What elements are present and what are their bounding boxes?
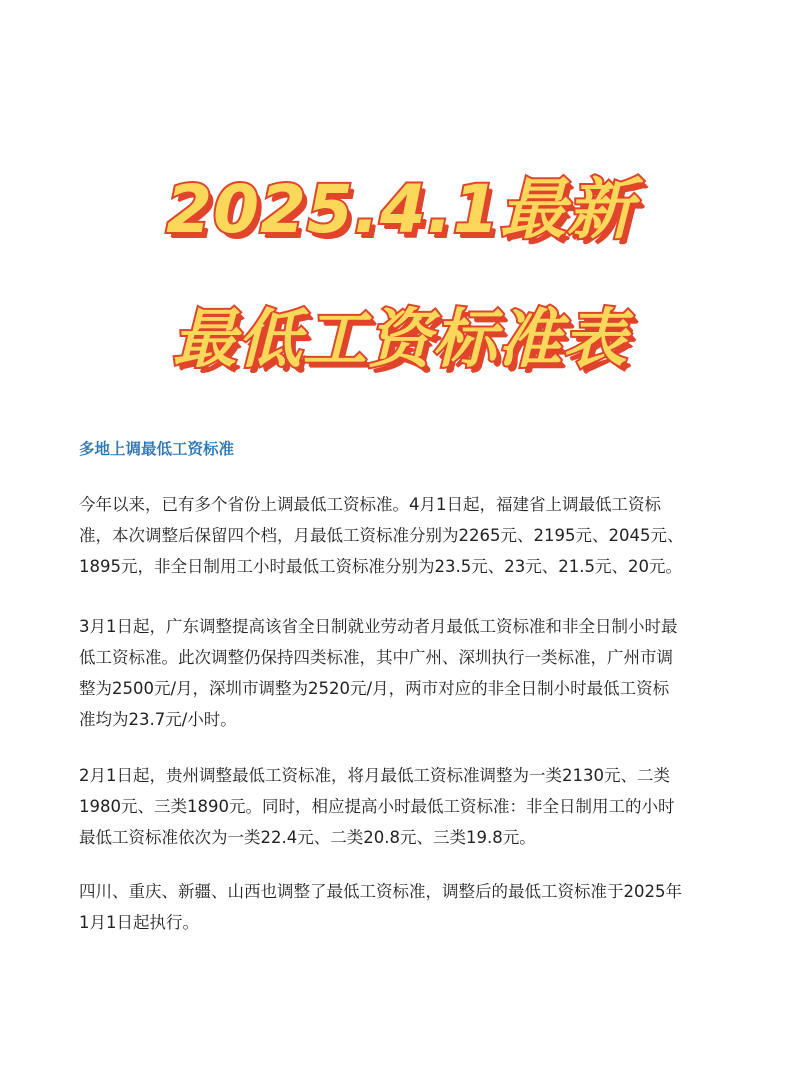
paragraph-line: 准，本次调整后保留四个档，月最低工资标准分别为2265元、2195元、2045元、	[79, 526, 684, 545]
paragraph-line: 低工资标准。此次调整仍保持四类标准，其中广州、深圳执行一类标准，广州市调	[79, 648, 673, 667]
paragraph-other-provinces	[79, 876, 739, 938]
paragraph-fujian	[79, 489, 739, 582]
paragraph-line: 整为2500元/月，深圳市调整为2520元/月，两市对应的非全日制小时最低工资标	[79, 679, 670, 698]
section-heading: 多地上调最低工资标准	[79, 440, 235, 458]
paragraph-guizhou	[79, 760, 739, 853]
paragraph-guangdong	[79, 611, 739, 735]
paragraph-line: 3月1日起，广东调整提高该省全日制就业劳动者月最低工资标准和非全日制小时最	[79, 617, 678, 636]
paragraph-line: 今年以来，已有多个省份上调最低工资标准。4月1日起，福建省上调最低工资标	[79, 495, 661, 514]
paragraph-line: 2月1日起，贵州调整最低工资标准，将月最低工资标准调整为一类2130元、二类	[79, 766, 670, 785]
paragraph-line: 准均为23.7元/小时。	[79, 710, 237, 729]
paragraph-line: 1895元，非全日制用工小时最低工资标准分别为23.5元、23元、21.5元、20元。	[79, 557, 682, 576]
paragraph-line: 最低工资标准依次为一类22.4元、二类20.8元、三类19.8元。	[79, 828, 536, 847]
hero-title-main: 最低工资标准表	[172, 303, 628, 377]
hero-title-date: 2025.4.1最新	[166, 171, 634, 248]
paragraph-line: 1980元、三类1890元。同时，相应提高小时最低工资标准：非全日制用工的小时	[79, 797, 675, 816]
paragraph-line: 四川、重庆、新疆、山西也调整了最低工资标准，调整后的最低工资标准于2025年	[79, 882, 682, 901]
paragraph-line: 1月1日起执行。	[79, 913, 199, 932]
